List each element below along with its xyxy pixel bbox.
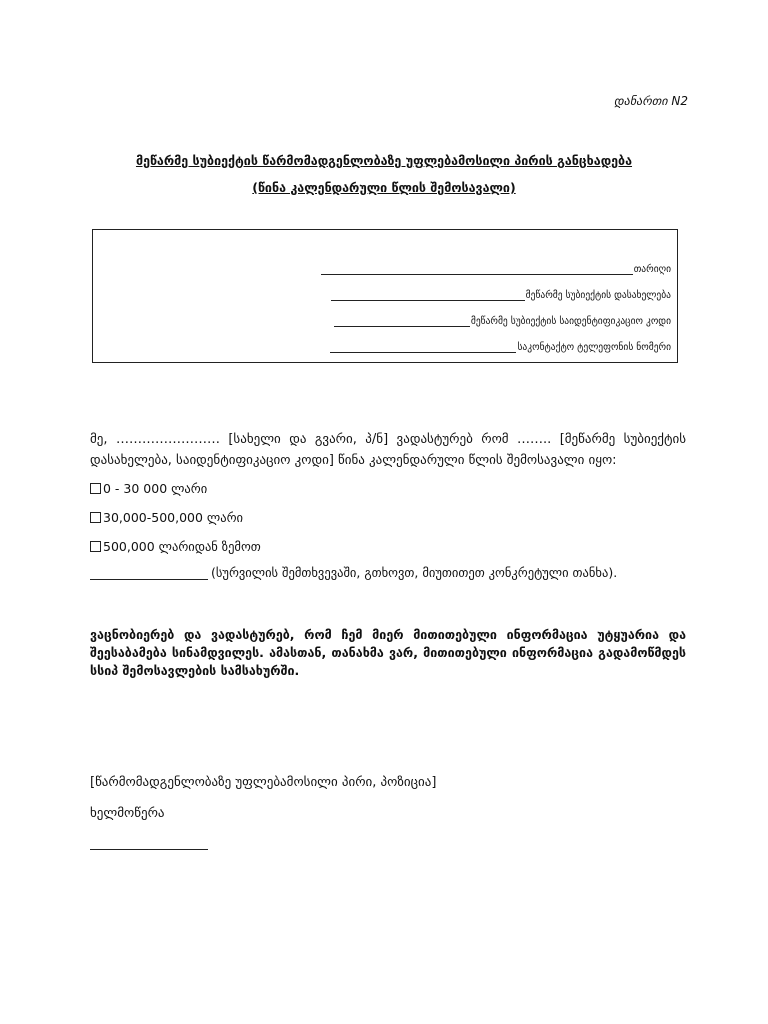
company-name-blank[interactable] (331, 290, 525, 301)
company-id-blank[interactable] (334, 316, 470, 327)
company-info-box (92, 229, 678, 363)
income-option-label: 500,000 ლარიდან ზემოთ (103, 539, 261, 554)
contact-phone-label: საკონტაქტო ტელეფონის ნომერი (517, 342, 671, 353)
contact-phone-field[interactable] (330, 342, 671, 353)
representative-position: [წარმომადგენლობაზე უფლებამოსილი პირი, პოზიცია] (90, 775, 437, 790)
income-option-label: 0 - 30 000 ლარი (103, 481, 208, 496)
checkbox-icon[interactable] (90, 541, 101, 552)
company-name-label: მეწარმე სუბიექტის დასახელება (525, 290, 671, 301)
income-option-label: 30,000-500,000 ლარი (103, 510, 243, 525)
contact-phone-blank[interactable] (330, 342, 516, 353)
intro-paragraph: მე, …………………… [სახელი და გვარი, პ/ნ] ვადასტურებ რომ …….. [მეწარმე სუბიექტის დასახელება, საიდენტიფიკაციო კოდი] წინა კალენდარული წლის შემოსავალი იყო: (90, 432, 686, 468)
company-id-field[interactable] (334, 316, 671, 327)
other-amount-field[interactable] (90, 565, 617, 580)
annex-label: დანართი N2 (613, 94, 688, 108)
date-field[interactable] (321, 264, 671, 275)
declaration-paragraph: ვაცნობიერებ და ვადასტურებ, რომ ჩემ მიერ მითითებული ინფორმაცია უტყუარია და შეესაბამება სინამდვილეს. ამასთან, თანახმა ვარ, მითითებული ინფორმაცია გადამოწმდეს სსიპ შემოსავლების სამსახურში. (90, 627, 686, 678)
document-title: მეწარმე სუბიექტის წარმომადგენლობაზე უფლებამოსილი პირის განცხადება (135, 153, 633, 168)
company-id-label: მეწარმე სუბიექტის საიდენტიფიკაციო კოდი (470, 316, 671, 327)
income-option-1[interactable] (90, 481, 207, 496)
signature-line[interactable] (90, 849, 208, 850)
date-label: თარიღი (633, 264, 671, 275)
date-blank[interactable] (321, 264, 633, 275)
income-option-3[interactable] (90, 539, 261, 554)
company-name-field[interactable] (331, 290, 671, 301)
document-subtitle: (წინა კალენდარული წლის შემოსავალი) (252, 180, 516, 195)
other-amount-blank[interactable] (90, 569, 208, 580)
signature-label: ხელმოწერა (90, 806, 165, 821)
checkbox-icon[interactable] (90, 512, 101, 523)
other-amount-hint: (სურვილის შემთხვევაში, გთხოვთ, მიუთითეთ კონკრეტული თანხა). (211, 565, 618, 580)
checkbox-icon[interactable] (90, 483, 101, 494)
income-option-2[interactable] (90, 510, 243, 525)
